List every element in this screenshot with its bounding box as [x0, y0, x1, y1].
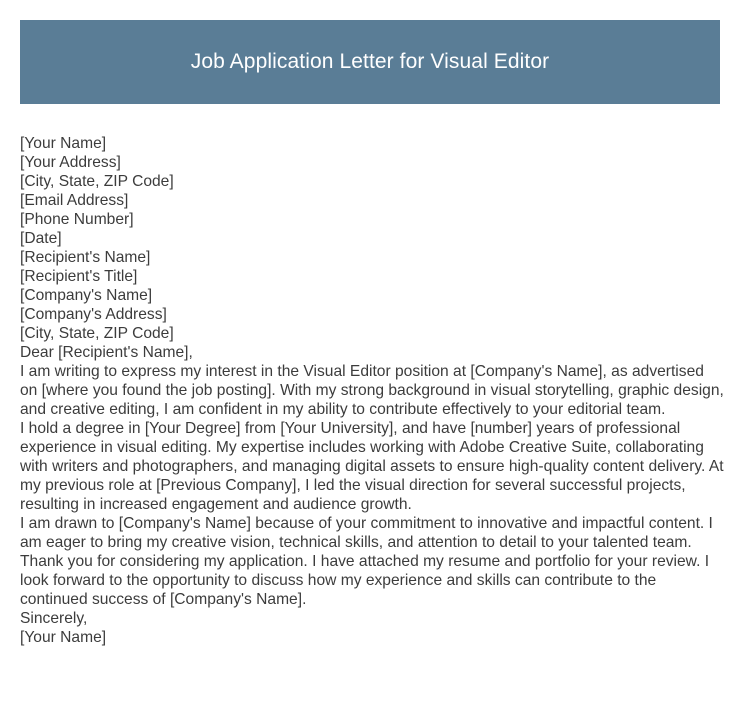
recipient-address: [Company's Address]: [20, 306, 167, 323]
paragraph-intro: I am writing to express my interest in the Visual Editor position at [Company's Name], as advertised on [where you found the job posting]. With my strong background in visual storytelling, graphic design, and creative editing, I am confident in my ability to contribute effectively to your editorial team.: [20, 363, 724, 418]
sender-email: [Email Address]: [20, 192, 129, 209]
recipient-title: [Recipient's Title]: [20, 268, 138, 285]
recipient-city-state-zip: [City, State, ZIP Code]: [20, 325, 174, 342]
signature: [Your Name]: [20, 629, 107, 646]
sender-name: [Your Name]: [20, 135, 107, 152]
sender-city-state-zip: [City, State, ZIP Code]: [20, 173, 174, 190]
sender-address: [Your Address]: [20, 154, 121, 171]
paragraph-experience: I hold a degree in [Your Degree] from [Your University], and have [number] years of professional experience in visual editing. My expertise includes working with Adobe Creative Suite, collaborating with writers and photographers, and managing digital assets to ensure high-quality content delivery. At my previous role at [Previous Company], I led the visual direction for several successful projects, resulting in increased engagement and audience growth.: [20, 420, 724, 513]
paragraph-closing: Thank you for considering my application. I have attached my resume and portfolio for your review. I look forward to the opportunity to discuss how my experience and skills can contribute to the continued success of [Company's Name].: [20, 553, 710, 608]
letter-date: [Date]: [20, 230, 62, 247]
recipient-name: [Recipient's Name]: [20, 249, 151, 266]
recipient-company: [Company's Name]: [20, 287, 153, 304]
page-title: Job Application Letter for Visual Editor: [190, 50, 550, 73]
salutation: Dear [Recipient's Name],: [20, 344, 193, 361]
header-banner: [20, 20, 720, 104]
closing: Sincerely,: [20, 610, 88, 627]
sender-phone: [Phone Number]: [20, 211, 134, 228]
paragraph-motivation: I am drawn to [Company's Name] because of your commitment to innovative and impactful content. I am eager to bring my creative vision, technical skills, and attention to detail to your talented team.: [20, 515, 713, 551]
letter-body: [20, 134, 724, 647]
